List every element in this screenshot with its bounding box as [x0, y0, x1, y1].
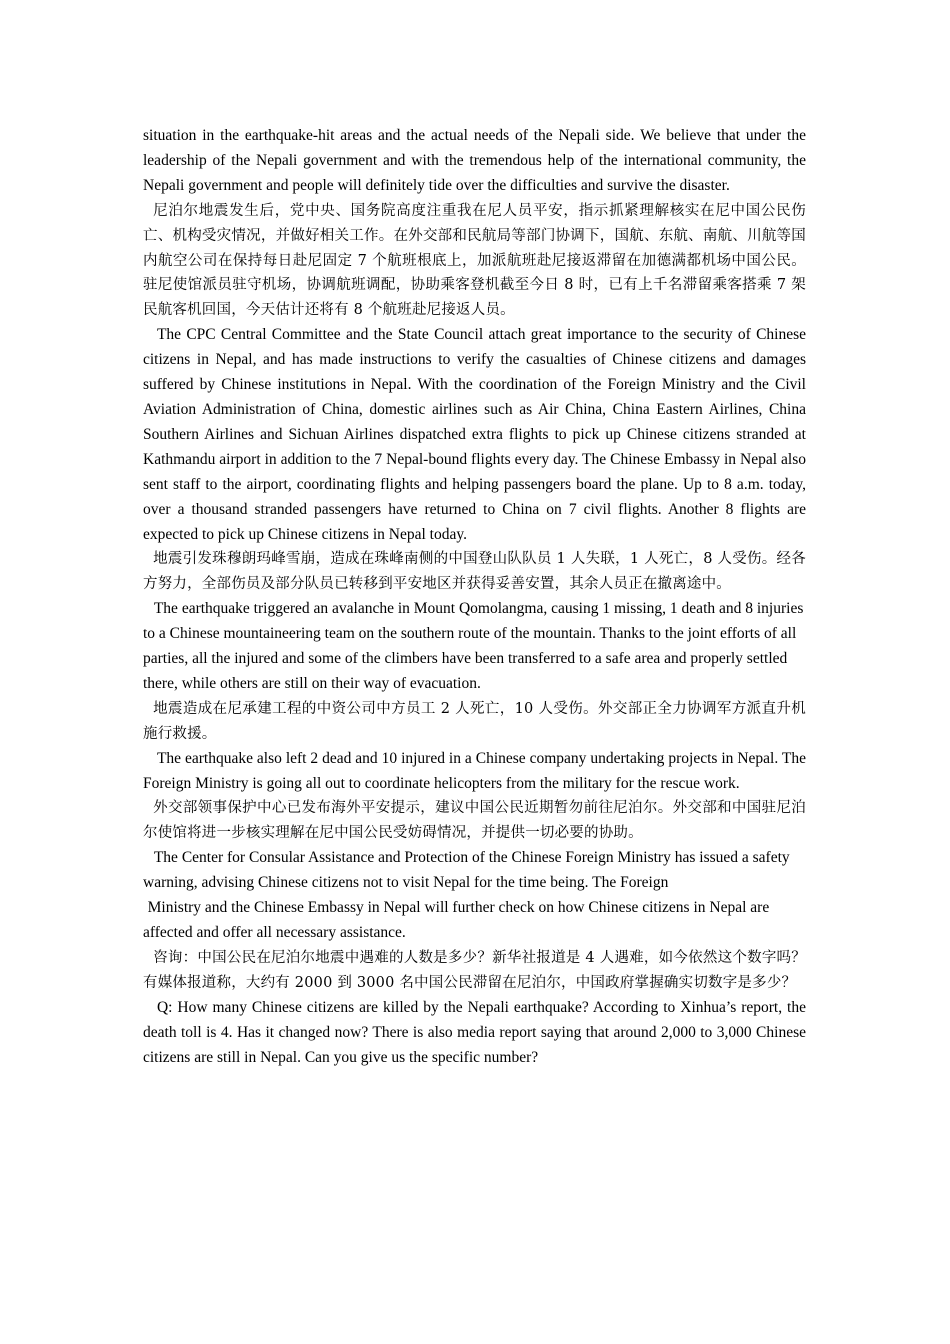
- paragraph-en-support: situation in the earthquake-hit areas and the actual needs of the Nepali side. We believe that under the leadership of the Nepali government and with the tremendous help of the international community, the Nepali government and people will definitely tide over the difficulties and survive the disaster.: [143, 127, 806, 194]
- paragraph-en-question: Q: How many Chinese citizens are killed by the Nepali earthquake? According to Xinhua’s report, the death toll is 4. Has it changed now? There is also media report saying that around 2,000 to 3,000 Chinese citizens are still in Nepal. Can you give us the specific number?: [143, 998, 806, 1066]
- paragraph-zh-company: 地震造成在尼承建工程的中资公司中方员工 2 人死亡，10 人受伤。外交部正全力协调军方派直升机施行救援。: [143, 700, 806, 742]
- paragraph-en-company: The earthquake also left 2 dead and 10 injured in a Chinese company undertaking projects in Nepal. The Foreign Ministry is going all out to coordinate helicopters from the military for the rescue work.: [143, 749, 806, 792]
- paragraph-en-safety-warning-cont: Ministry and the Chinese Embassy in Nepal will further check on how Chinese citizens in Nepal are affected and offer all necessary assistance.: [143, 899, 770, 941]
- paragraph-en-avalanche: The earthquake triggered an avalanche in Mount Qomolangma, causing 1 missing, 1 death and 8 injuries to a Chinese mountaineering team on the southern route of the mountain. Thanks to the joint efforts of all parties, all the injured and some of the climbers have been transferred to a safe area and properly settled there, while others are still on their way of evacuation.: [143, 600, 804, 692]
- paragraph-zh-safety-warning: 外交部领事保护中心已发布海外平安提示，建议中国公民近期暂勿前往尼泊尔。外交部和中国驻尼泊尔使馆将进一步核实理解在尼中国公民受妨碍情况，并提供一切必要的协助。: [143, 800, 806, 842]
- paragraph-zh-evacuation: 尼泊尔地震发生后，党中央、国务院高度注重我在尼人员平安，指示抓紧理解核实在尼中国公民伤亡、机构受灾情况，并做好相关工作。在外交部和民航局等部门协调下，国航、东航、南航、川航等国内航空公司在保持每日赴尼固定 7 个航班根底上，加派航班赴尼接返滞留在加德满都机场中国公民。驻尼使馆派员驻守机场，协调航班调配，协助乘客登机截至今日 8 时，已有上千名滞留乘客搭乘 7 架民航客机回国，今天估计还将有 8 个航班赴尼接返人员。: [143, 202, 806, 319]
- paragraph-zh-question: 咨询：中国公民在尼泊尔地震中遇难的人数是多少？新华社报道是 4 人遇难，如今依然这个数字吗？有媒体报道称，大约有 2000 到 3000 名中国公民滞留在尼泊尔，中国政府掌握确实切数字是多少？: [143, 949, 806, 991]
- paragraph-en-evacuation: The CPC Central Committee and the State Council attach great importance to the security of Chinese citizens in Nepal, and has made instructions to verify the casualties of Chinese citizens and damages suffered by Chinese institutions in Nepal. With the coordination of the Foreign Ministry and the Civil Aviation Administration of China, domestic airlines such as Air China, China Eastern Airlines, China Southern Airlines and Sichuan Airlines dispatched extra flights to pick up Chinese citizens stranded at Kathmandu airport in addition to the 7 Nepal-bound flights every day. The Chinese Embassy in Nepal also sent staff to the airport, coordinating flights and helping passengers board the plane. Up to 8 a.m. today, over a thousand stranded passengers have returned to China on 7 civil flights. Another 8 flights are expected to pick up Chinese citizens in Nepal today.: [143, 326, 806, 543]
- paragraph-en-safety-warning: The Center for Consular Assistance and Protection of the Chinese Foreign Ministry has issued a safety warning, advising Chinese citizens not to visit Nepal for the time being. The Foreign: [143, 849, 790, 892]
- document-body: [143, 124, 806, 1070]
- paragraph-zh-avalanche: 地震引发珠穆朗玛峰雪崩，造成在珠峰南侧的中国登山队队员 1 人失联，1 人死亡，8 人受伤。经各方努力，全部伤员及部分队员已转移到平安地区并获得妥善安置，其余人员正在撤离途中。: [143, 551, 806, 593]
